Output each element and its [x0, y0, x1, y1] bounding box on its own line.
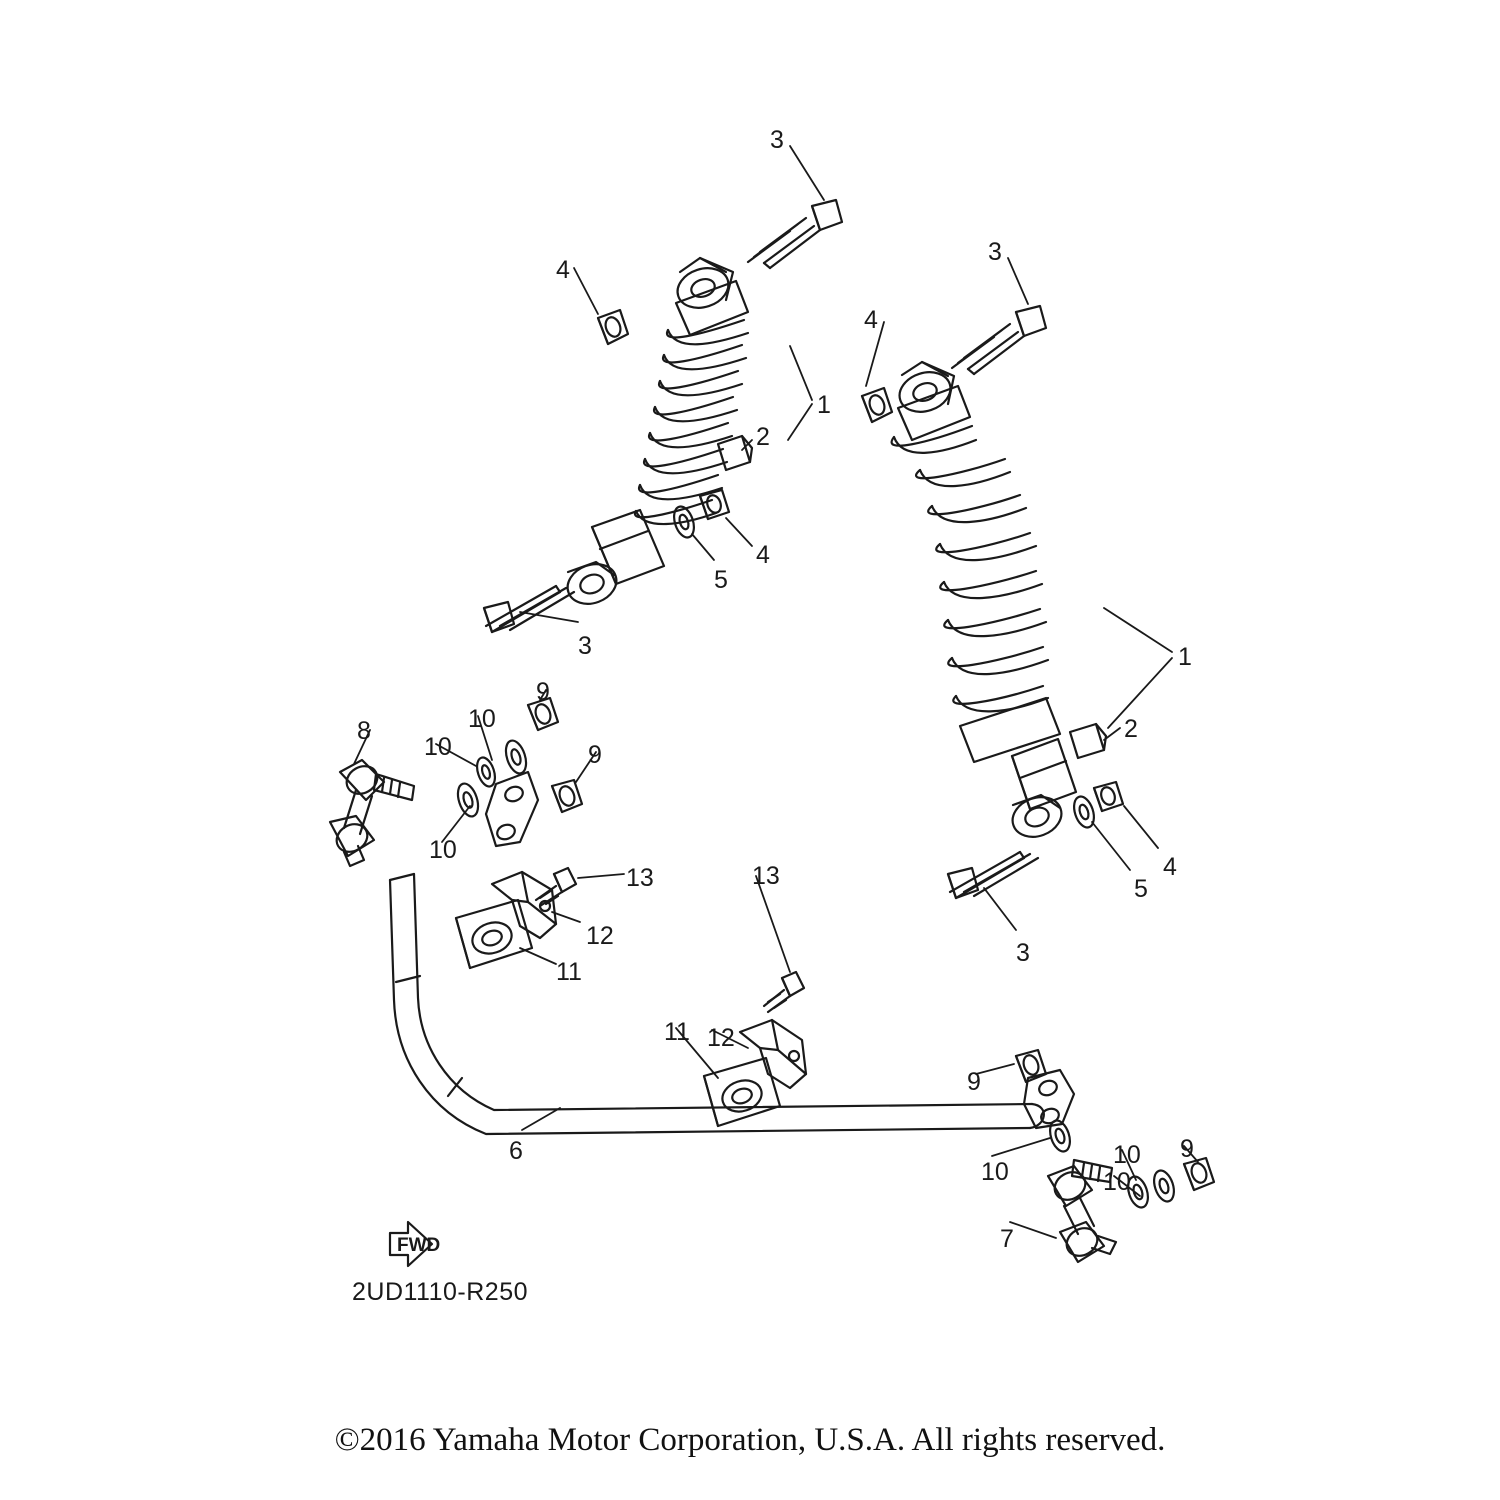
nut-4-upper-left	[598, 310, 628, 344]
callout-6: 6	[509, 1137, 523, 1165]
bolt-13-upper	[536, 868, 576, 906]
stabilizer-bushing-lower	[704, 1058, 780, 1126]
callout-9: 9	[536, 678, 550, 706]
callout-8: 8	[357, 717, 371, 745]
callout-5: 5	[714, 566, 728, 594]
callout-4: 4	[756, 541, 770, 569]
callout-10: 10	[468, 705, 496, 733]
callout-9: 9	[588, 741, 602, 769]
stabilizer-bar	[390, 874, 1044, 1134]
bolt-3-top-left	[748, 200, 842, 268]
washer-10-upper-a	[474, 755, 498, 788]
adjuster-tab-left	[718, 436, 752, 470]
diagram-code: 2UD1110-R250	[352, 1278, 529, 1306]
callout-10: 10	[429, 836, 457, 864]
bolt-3-lower-right	[948, 852, 1038, 898]
callout-4: 4	[1163, 853, 1177, 881]
callout-10: 10	[1113, 1141, 1141, 1169]
callout-2: 2	[1124, 715, 1138, 743]
nut-4-mid-right	[1094, 782, 1123, 811]
callout-3: 3	[770, 126, 784, 154]
callout-11: 11	[556, 958, 582, 986]
callout-9: 9	[967, 1068, 981, 1096]
callout-13: 13	[752, 862, 780, 890]
bolt-3-top-right	[952, 306, 1046, 374]
left-shock-absorber	[562, 258, 748, 610]
nut-4-upper-right	[862, 388, 892, 422]
callout-7: 7	[1000, 1225, 1014, 1253]
washer-10-lower-c	[1150, 1168, 1177, 1204]
callout-12: 12	[586, 922, 614, 950]
callout-10: 10	[981, 1158, 1009, 1186]
bracket-12-lower	[740, 1020, 806, 1088]
callout-2: 2	[756, 423, 770, 451]
callout-11: 11	[664, 1018, 690, 1046]
callout-1: 1	[1178, 643, 1192, 671]
adjuster-tab-right	[1070, 724, 1106, 758]
callout-10: 10	[424, 733, 452, 761]
callout-3: 3	[1016, 939, 1030, 967]
callout-3: 3	[578, 632, 592, 660]
callout-12: 12	[707, 1024, 735, 1052]
callout-4: 4	[864, 306, 878, 334]
callout-13: 13	[626, 864, 654, 892]
bolt-3-lower-left	[484, 586, 574, 632]
washer-10-upper-b	[502, 738, 530, 776]
stabilizer-link-lower	[1024, 1070, 1116, 1262]
callout-5: 5	[1134, 875, 1148, 903]
stabilizer-bushing-upper	[456, 900, 532, 968]
callout-1: 1	[817, 391, 831, 419]
nut-9-upper-b	[552, 780, 582, 812]
bolt-13-lower	[764, 972, 804, 1012]
right-shock-absorber	[892, 362, 1076, 843]
callout-3: 3	[988, 238, 1002, 266]
stabilizer-link-upper	[330, 760, 414, 866]
leader-lines	[354, 146, 1198, 1238]
callout-4: 4	[556, 256, 570, 284]
copyright-notice: ©2016 Yamaha Motor Corporation, U.S.A. All rights reserved.	[334, 1422, 1166, 1458]
callout-10: 10	[1103, 1168, 1131, 1196]
callout-9: 9	[1180, 1135, 1194, 1163]
fwd-direction-label: FWD	[397, 1235, 441, 1256]
washer-10-upper-c	[454, 781, 482, 819]
